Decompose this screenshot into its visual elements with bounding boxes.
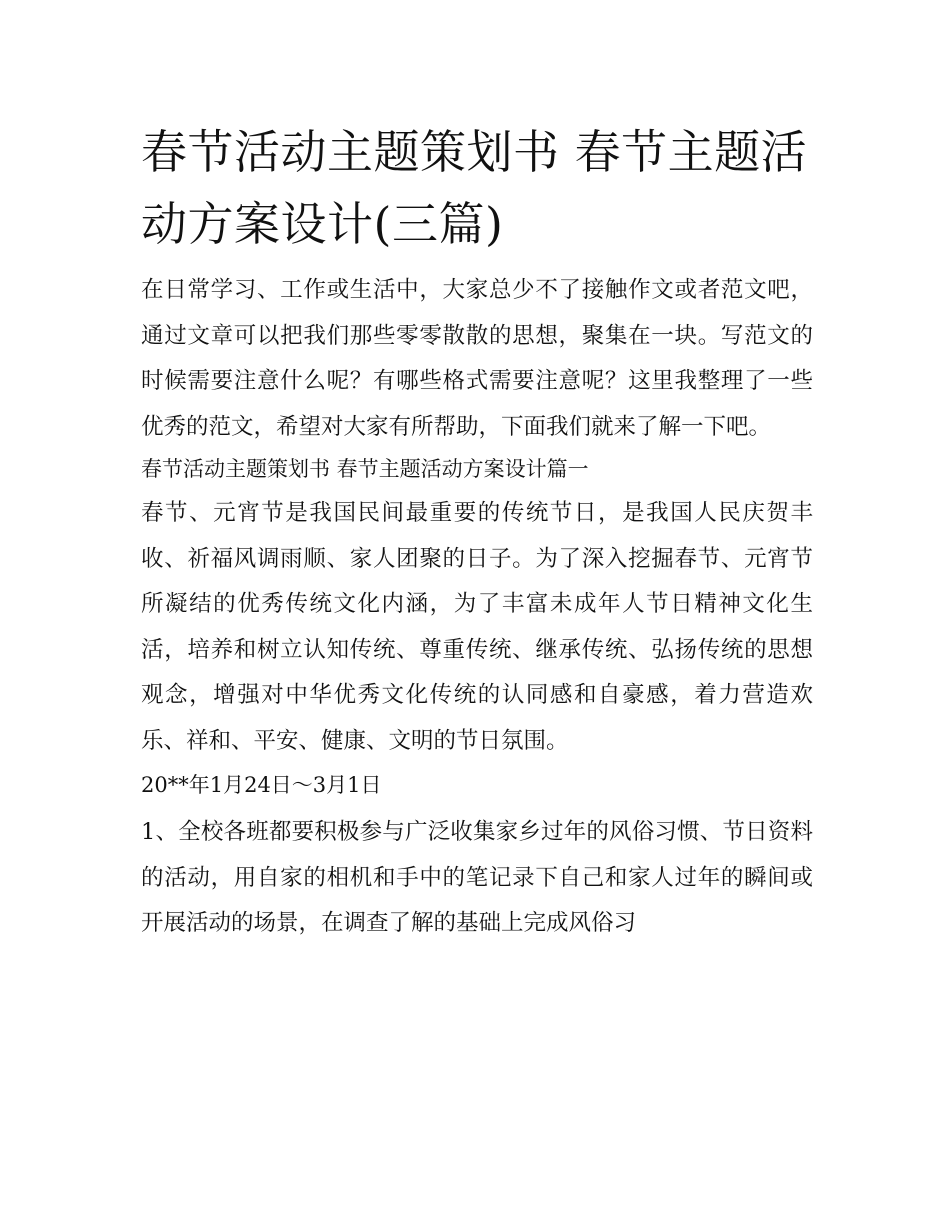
- document-title: 春节活动主题策划书 春节主题活动方案设计(三篇): [141, 125, 808, 251]
- list-item: 1、全校各班都要积极参与广泛收集家乡过年的风俗习惯、节日资料的活动，用自家的相机和手中的笔记录下自己和家人过年的瞬间或开展活动的场景，在调查了解的基础上完成风俗习: [141, 819, 813, 936]
- section-paragraph: 春节、元宵节是我国民间最重要的传统节日，是我国人民庆贺丰收、祈福风调雨顺、家人团聚的日子。为了深入挖掘春节、元宵节所凝结的优秀传统文化内涵，为了丰富未成年人节日精神文化生活，培养和树立认知传统、尊重传统、继承传统、弘扬传统的思想观念，增强对中华优秀文化传统的认同感和自豪感，着力营造欢乐、祥和、平安、健康、文明的节日氛围。: [141, 500, 813, 754]
- document-body: [141, 116, 813, 947]
- section-heading: 春节活动主题策划书 春节主题活动方案设计篇一: [141, 457, 589, 481]
- date-range: 20**年1月24日～3月1日: [141, 773, 382, 797]
- intro-paragraph: 在日常学习、工作或生活中，大家总少不了接触作文或者范文吧，通过文章可以把我们那些零零散散的思想，聚集在一块。写范文的时候需要注意什么呢？有哪些格式需要注意呢？这里我整理了一些优秀的范文，希望对大家有所帮助，下面我们就来了解一下吧。: [141, 277, 813, 440]
